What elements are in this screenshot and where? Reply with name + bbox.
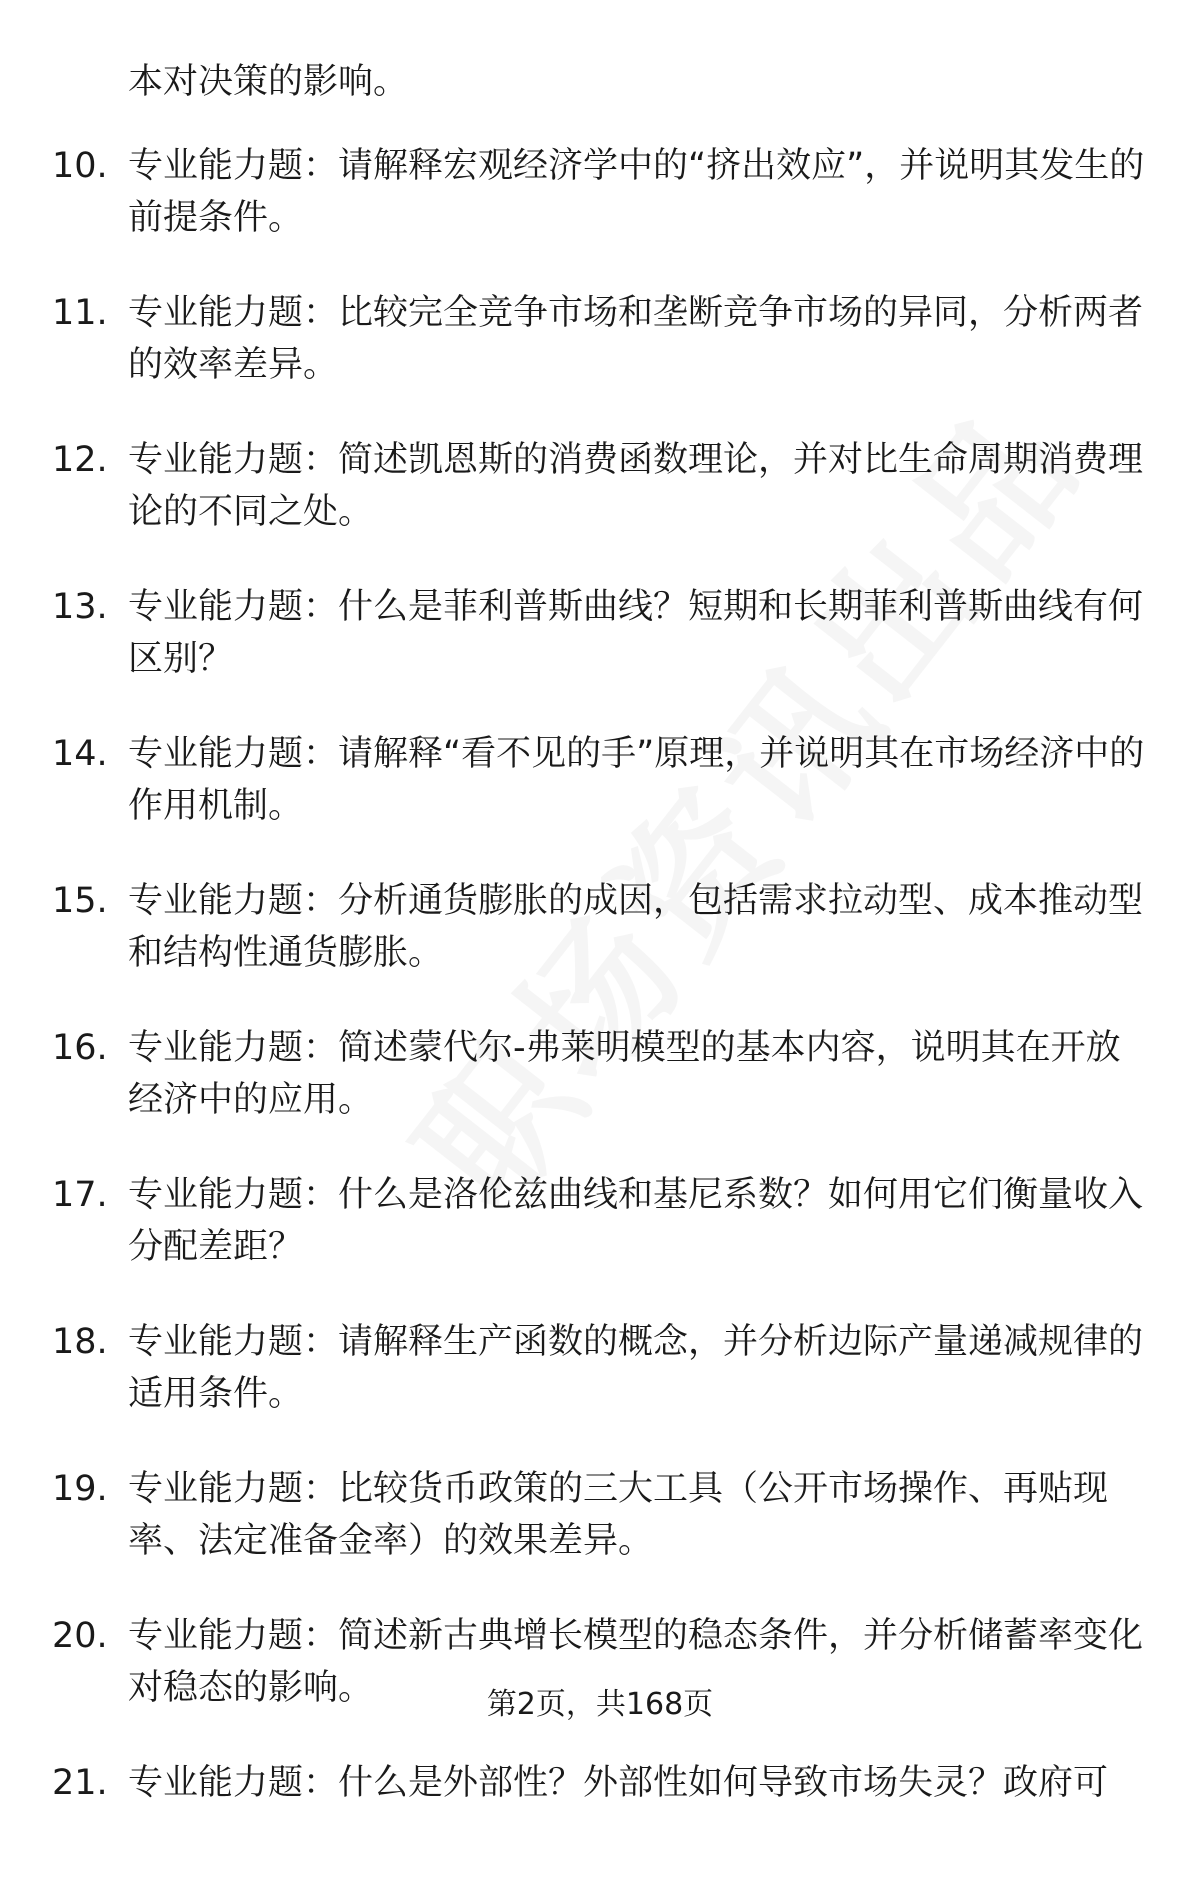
question-text: 专业能力题：简述蒙代尔-弗莱明模型的基本内容，说明其在开放经济中的应用。	[128, 1028, 1121, 1120]
question-item	[0, 1022, 1200, 1169]
question-text: 专业能力题：请解释生产函数的概念，并分析边际产量递减规律的适用条件。	[128, 1322, 1144, 1414]
continuation-text: 本对决策的影响。	[128, 62, 409, 102]
question-item	[0, 434, 1200, 581]
page-footer: 第2页，共168页	[486, 1687, 714, 1722]
question-text: 专业能力题：简述新古典增长模型的稳态条件，并分析储蓄率变化对稳态的影响。	[128, 1616, 1144, 1708]
question-item	[0, 1757, 1200, 1904]
question-list	[0, 140, 1200, 1904]
question-text: 专业能力题：比较完全竞争市场和垄断竞争市场的异同，分析两者的效率差异。	[128, 293, 1144, 385]
question-item	[0, 1463, 1200, 1610]
question-text: 专业能力题：什么是外部性？外部性如何导致市场失灵？政府可	[128, 1763, 1109, 1803]
question-number: 14.	[52, 734, 108, 774]
question-item	[0, 728, 1200, 875]
question-number: 10.	[52, 146, 108, 186]
question-item	[0, 287, 1200, 434]
question-text: 专业能力题：比较货币政策的三大工具（公开市场操作、再贴现率、法定准备金率）的效果差异。	[128, 1469, 1109, 1561]
question-text: 专业能力题：简述凯恩斯的消费函数理论，并对比生命周期消费理论的不同之处。	[128, 440, 1144, 532]
question-item	[0, 875, 1200, 1022]
question-number: 21.	[52, 1763, 108, 1803]
question-text: 专业能力题：分析通货膨胀的成因，包括需求拉动型、成本推动型和结构性通货膨胀。	[128, 881, 1144, 973]
question-text: 专业能力题：什么是菲利普斯曲线？短期和长期菲利普斯曲线有何区别？	[128, 587, 1144, 679]
question-number: 20.	[52, 1616, 108, 1656]
question-item	[0, 1316, 1200, 1463]
question-number: 11.	[52, 293, 108, 333]
question-number: 18.	[52, 1322, 108, 1362]
question-number: 19.	[52, 1469, 108, 1509]
question-text: 专业能力题：请解释“看不见的手”原理，并说明其在市场经济中的作用机制。	[128, 734, 1145, 826]
question-text: 专业能力题：请解释宏观经济学中的“挤出效应”，并说明其发生的前提条件。	[128, 146, 1145, 238]
question-number: 12.	[52, 440, 108, 480]
question-number: 17.	[52, 1175, 108, 1215]
question-item	[0, 140, 1200, 287]
question-text: 专业能力题：什么是洛伦兹曲线和基尼系数？如何用它们衡量收入分配差距？	[128, 1175, 1144, 1267]
question-number: 13.	[52, 587, 108, 627]
question-number: 15.	[52, 881, 108, 921]
question-item	[0, 1169, 1200, 1316]
question-number: 16.	[52, 1028, 108, 1068]
question-item	[0, 581, 1200, 728]
